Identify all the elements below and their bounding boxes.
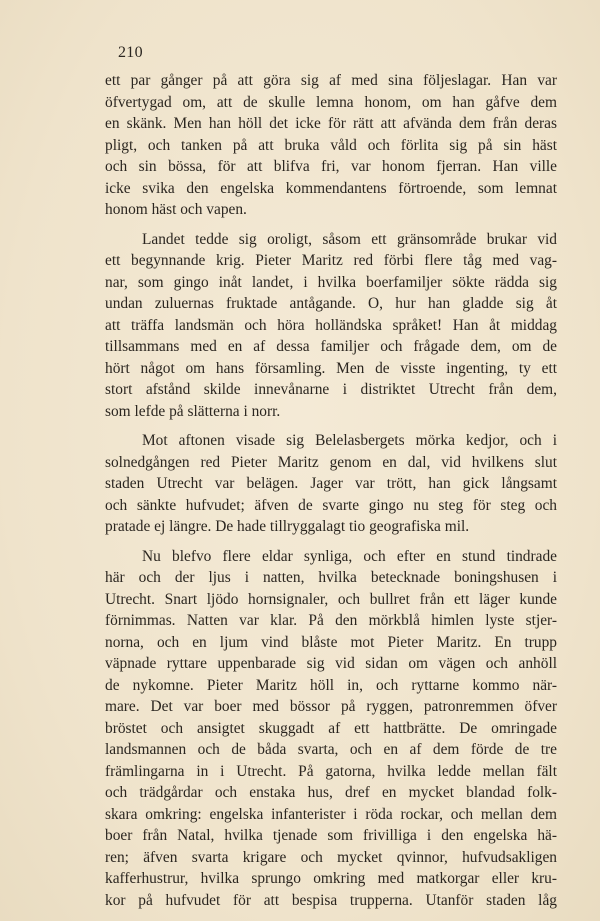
text-line: staden Utrecht var belägen. Jager var trött, han gick långsamt: [105, 475, 557, 492]
text-line: Utrecht. Snart ljödo hornsignaler, och bullret från ett läger kunde: [105, 590, 557, 608]
text-line: en skänk. Men han höll det icke för rätt att afvända dem från deras: [105, 115, 557, 132]
text-line: icke svika den engelska kommendantens förtroende, som lemnat: [105, 179, 557, 197]
text-line: de nykomne. Pieter Maritz höll in, och ryttarne kommo när-: [105, 676, 557, 694]
text-line: hört något om hans församling. Men de visste ingenting, ty ett: [105, 359, 557, 377]
text-line: och sänkte hufvudet; äfven de svarte gingo nu steg för steg och: [105, 496, 557, 514]
page-number: 210: [118, 44, 143, 61]
text-line: pratade ej längre. De hade tillryggalagt tio geografiska mil.: [105, 518, 470, 535]
text-line: främlingarna in i Utrecht. På gatorna, hvilka ledde mellan fält: [105, 762, 557, 780]
text-line: Mot aftonen visade sig Belelasbergets mörka kedjor, och i: [142, 432, 557, 449]
paragraph: [105, 546, 557, 912]
body-text: [105, 70, 557, 919]
text-line: förnimmas. Natten var klar. På den mörkblå himlen lyste stjer-: [105, 612, 557, 629]
text-line: skara omkring: engelska infanterister i röda rockar, och mellan dem: [105, 805, 557, 823]
text-line: väpnade ryttare uppenbarade sig vid sidan om vägen och anhöll: [105, 655, 557, 672]
text-line: undan zuluernas fruktade antågande. O, hur han gladde sig åt: [105, 295, 557, 312]
text-line: kor på hufvudet för att bespisa trupperna. Utanför staden låg: [105, 891, 557, 909]
text-line: tillsammans med en af dessa familjer och frågade dem, om de: [105, 338, 557, 355]
text-line: nar, som gingo inåt landet, i hvilka boerfamiljer sökte rädda sig: [105, 273, 557, 291]
text-line: här och der ljus i natten, hvilka betecknade boningshusen i: [105, 569, 557, 586]
text-line: ett begynnande krig. Pieter Maritz red förbi flere tåg med vag-: [105, 252, 557, 269]
text-line: honom häst och vapen.: [105, 201, 247, 218]
paragraph: [105, 229, 557, 423]
text-line: landsmannen och de båda svarta, och en af dem förde de tre: [105, 741, 557, 758]
text-line: boer från Natal, hvilka tjenade som frivilliga i den engelska hä-: [105, 827, 557, 844]
text-line: öfvertygad om, att de skulle lemna honom, om han gåfve dem: [105, 93, 557, 111]
text-line: att träffa landsmän och höra holländska språket! Han åt middag: [105, 316, 557, 334]
text-line: norna, och en ljum vind blåste mot Pieter Maritz. En trupp: [105, 633, 557, 651]
text-line: som lefde på slätterna i norr.: [105, 402, 281, 420]
text-line: ren; äfven svarta krigare och mycket qvinnor, hufvudsakligen: [105, 848, 557, 866]
text-line: och sin bössa, för att blifva fri, var honom fjerran. Han ville: [105, 158, 557, 175]
text-line: pligt, och tanken på att bruka våld och förlita sig på sin häst: [105, 136, 557, 154]
text-line: kafferhustrur, hvilka sprungo omkring med matkorgar eller kru-: [105, 870, 557, 887]
text-line: solnedgången red Pieter Maritz genom en dal, vid hvilkens slut: [105, 453, 557, 471]
paragraph: [105, 430, 557, 538]
paragraph: [105, 70, 557, 221]
text-line: bröstet och ansigtet skuggadt af ett hattbrätte. De omringade: [105, 719, 557, 737]
text-line: stort afstånd skilde innevånarne i distriktet Utrecht från dem,: [105, 381, 557, 398]
text-line: ett par gånger på att göra sig af med sina följeslagar. Han var: [105, 72, 557, 89]
text-line: Nu blefvo flere eldar synliga, och efter en stund tindrade: [142, 547, 557, 565]
text-line: mare. Det var boer med bössor på ryggen, patronremmen öfver: [105, 698, 557, 715]
text-line: och trädgårdar och enstaka hus, dref en mycket blandad folk-: [105, 784, 557, 801]
text-line: Landet tedde sig oroligt, såsom ett gränsområde brukar vid: [142, 230, 557, 248]
